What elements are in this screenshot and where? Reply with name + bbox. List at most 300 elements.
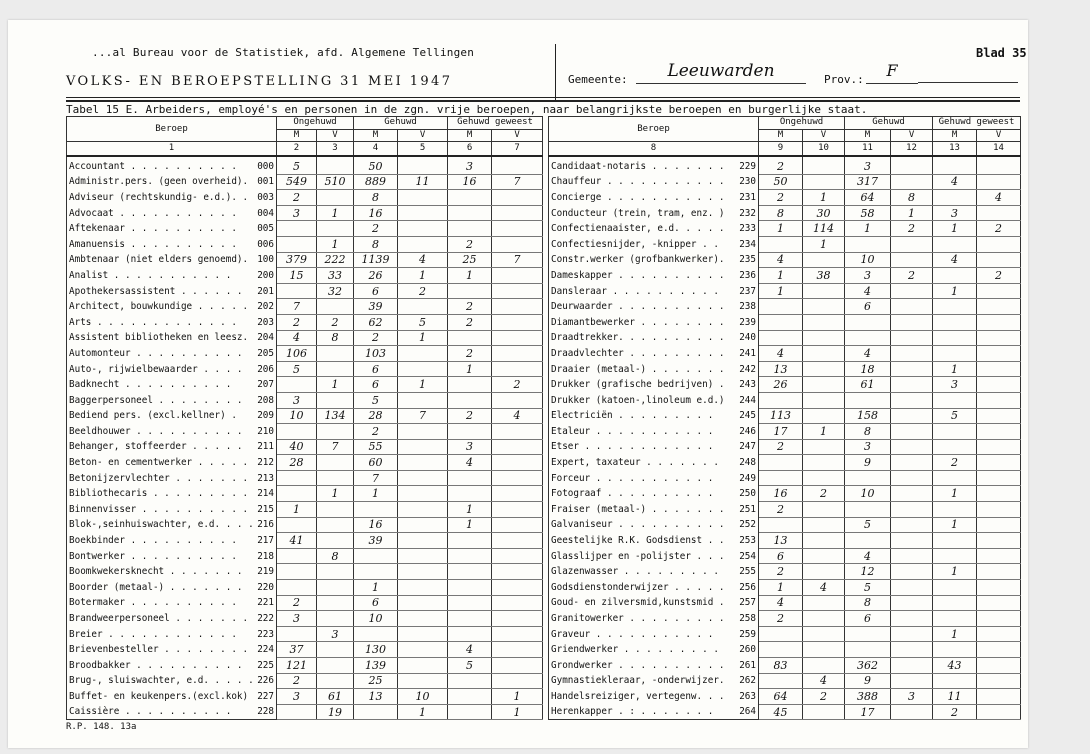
count-cell (803, 377, 845, 393)
table-row (67, 626, 543, 642)
occupation-cell (67, 361, 277, 377)
count-cell (398, 156, 448, 174)
count-cell (317, 455, 354, 471)
occupation-cell (67, 548, 277, 564)
occupation-code: 231 (739, 191, 756, 203)
count-cell (398, 626, 448, 642)
count-cell (759, 455, 803, 471)
col-v: V (803, 129, 845, 142)
occupation-label: Behanger, stoffeerder . . . . . (69, 441, 243, 453)
occupation-cell (549, 190, 759, 206)
count-cell: 64 (845, 190, 891, 206)
occupation-cell (67, 346, 277, 362)
count-cell: 2 (759, 439, 803, 455)
table-row (549, 689, 1021, 705)
table-row (549, 673, 1021, 689)
count-cell (448, 595, 492, 611)
table-row (549, 299, 1021, 315)
occupation-cell (549, 673, 759, 689)
count-cell (891, 704, 933, 720)
count-cell (398, 642, 448, 658)
count-cell: 4 (448, 455, 492, 471)
count-cell (891, 564, 933, 580)
count-cell: 8 (759, 205, 803, 221)
count-cell (803, 517, 845, 533)
count-cell: 1 (317, 377, 354, 393)
occupation-label: Drukker (grafische bedrijven) . (551, 379, 725, 391)
count-cell (398, 221, 448, 237)
count-cell (492, 205, 543, 221)
count-cell: 1 (317, 236, 354, 252)
count-cell: 5 (354, 392, 398, 408)
count-cell: 8 (845, 595, 891, 611)
count-cell: 1 (492, 704, 543, 720)
occupation-code: 245 (739, 410, 756, 422)
occupation-code: 214 (257, 488, 274, 500)
count-cell: 43 (933, 658, 977, 674)
count-cell (317, 642, 354, 658)
count-cell: 2 (803, 689, 845, 705)
count-cell (891, 424, 933, 440)
occupation-code: 222 (257, 613, 274, 625)
count-cell: 9 (845, 673, 891, 689)
count-cell: 16 (448, 174, 492, 190)
count-cell: 1 (759, 580, 803, 596)
count-cell (803, 346, 845, 362)
count-cell (891, 314, 933, 330)
count-cell: 1 (933, 626, 977, 642)
count-cell (277, 470, 317, 486)
count-cell (933, 470, 977, 486)
count-cell: 6 (845, 611, 891, 627)
col-number: 10 (803, 142, 845, 157)
count-cell (492, 330, 543, 346)
occupation-code: 240 (739, 332, 756, 344)
col-ongehuwd-header: Ongehuwd (759, 117, 845, 130)
count-cell (803, 439, 845, 455)
occupation-code: 237 (739, 285, 756, 297)
col-number: 5 (398, 142, 448, 157)
count-cell: 10 (845, 486, 891, 502)
count-cell (492, 236, 543, 252)
count-cell: 6 (759, 548, 803, 564)
occupation-cell (67, 564, 277, 580)
table-row (67, 580, 543, 596)
count-cell: 6 (354, 361, 398, 377)
count-cell (759, 673, 803, 689)
count-cell (277, 221, 317, 237)
col-number: 4 (354, 142, 398, 157)
count-cell (977, 658, 1021, 674)
col-beroep-header: Beroep (67, 117, 277, 142)
occupation-label: Bibliothecaris . . . . . . . . . (69, 488, 249, 500)
count-cell (759, 517, 803, 533)
count-cell: 16 (759, 486, 803, 502)
count-cell (891, 330, 933, 346)
count-cell: 1 (448, 268, 492, 284)
occupation-cell (67, 268, 277, 284)
count-cell: 1 (933, 361, 977, 377)
count-cell (759, 392, 803, 408)
count-cell: 134 (317, 408, 354, 424)
count-cell (977, 346, 1021, 362)
occupation-label: Blok-,seinhuiswachter, e.d. . . . (69, 519, 254, 531)
count-cell (933, 439, 977, 455)
count-cell (977, 642, 1021, 658)
count-cell: 7 (398, 408, 448, 424)
count-cell (891, 486, 933, 502)
occupation-label: Draadvlechter . . . . . . . . . (551, 347, 725, 359)
occupation-cell (67, 595, 277, 611)
count-cell (492, 533, 543, 549)
count-cell (977, 580, 1021, 596)
col-number: 6 (448, 142, 492, 157)
count-cell: 103 (354, 346, 398, 362)
occupation-code: 220 (257, 581, 274, 593)
count-cell (448, 377, 492, 393)
prov-value: F (866, 61, 918, 84)
count-cell: 19 (317, 704, 354, 720)
occupation-code: 211 (257, 441, 274, 453)
count-cell: 7 (492, 252, 543, 268)
occupation-cell (549, 268, 759, 284)
count-cell: 1 (845, 221, 891, 237)
count-cell: 1 (492, 689, 543, 705)
occupation-cell (549, 533, 759, 549)
table-row (549, 424, 1021, 440)
count-cell (492, 626, 543, 642)
count-cell (492, 314, 543, 330)
occupation-code: 000 (257, 161, 274, 173)
count-cell (277, 486, 317, 502)
count-cell (803, 626, 845, 642)
occupation-cell (549, 314, 759, 330)
count-cell: 2 (354, 330, 398, 346)
occupation-cell (549, 470, 759, 486)
count-cell (803, 156, 845, 174)
occupation-code: 253 (739, 535, 756, 547)
col-number: 11 (845, 142, 891, 157)
count-cell (891, 156, 933, 174)
count-cell (492, 392, 543, 408)
occupation-label: Expert, taxateur . . . . . . . (551, 457, 719, 469)
count-cell: 10 (277, 408, 317, 424)
count-cell: 8 (845, 424, 891, 440)
occupation-label: Etaleur . . . . . . . . . . . (551, 425, 714, 437)
occupation-label: Goud- en zilversmid,kunstsmid . (551, 597, 725, 609)
count-cell: 2 (759, 564, 803, 580)
occupation-code: 003 (257, 191, 274, 203)
col-beroep-header: Beroep (549, 117, 759, 142)
count-cell (845, 626, 891, 642)
table-row (549, 392, 1021, 408)
prov-label: Prov.: (824, 73, 864, 86)
occupation-label: Bontwerker . . . . . . . . . . (69, 550, 237, 562)
occupation-label: Handelsreiziger, vertegenw. . . (551, 690, 725, 702)
count-cell: 3 (845, 439, 891, 455)
occupation-label: Caissière . . . . . . . . . . (69, 706, 232, 718)
count-cell (759, 314, 803, 330)
count-cell: 13 (759, 361, 803, 377)
count-cell: 4 (492, 408, 543, 424)
col-v: V (977, 129, 1021, 142)
table-row (67, 314, 543, 330)
count-cell: 510 (317, 174, 354, 190)
table-row (67, 517, 543, 533)
count-cell (492, 156, 543, 174)
occupation-code: 226 (257, 675, 274, 687)
occupation-code: 216 (257, 519, 274, 531)
table-row (67, 658, 543, 674)
count-cell: 6 (845, 299, 891, 315)
count-cell (398, 236, 448, 252)
count-cell: 17 (845, 704, 891, 720)
count-cell (354, 548, 398, 564)
occupation-label: Forceur . . . . . . . . . . . (551, 472, 714, 484)
count-cell (891, 502, 933, 518)
count-cell (277, 517, 317, 533)
occupation-label: Beton- en cementwerker . . . . . (69, 457, 249, 469)
count-cell (845, 392, 891, 408)
count-cell: 12 (845, 564, 891, 580)
count-cell (317, 392, 354, 408)
count-cell: 114 (803, 221, 845, 237)
count-cell: 1 (398, 268, 448, 284)
table-title: Tabel 15 E. Arbeiders, employé's en personen in de zgn. vrije beroepen, naar belangrijkste beroepen en burgerlijke staat. (66, 103, 868, 116)
count-cell (977, 704, 1021, 720)
count-cell (803, 455, 845, 471)
count-cell: 39 (354, 299, 398, 315)
occupation-label: Glasslijper en -polijster . . . (551, 550, 725, 562)
count-cell (933, 580, 977, 596)
occupation-label: Botermaker . . . . . . . . . . (69, 597, 237, 609)
occupation-cell (549, 252, 759, 268)
count-cell (759, 470, 803, 486)
count-cell: 2 (492, 377, 543, 393)
occupation-code: 243 (739, 379, 756, 391)
count-cell: 64 (759, 689, 803, 705)
count-cell: 1 (398, 377, 448, 393)
count-cell (492, 517, 543, 533)
count-cell: 83 (759, 658, 803, 674)
count-cell (398, 502, 448, 518)
occupation-label: Aftekenaar . . . . . . . . . . (69, 223, 237, 235)
table-row (549, 221, 1021, 237)
col-number: 14 (977, 142, 1021, 157)
count-cell: 4 (933, 252, 977, 268)
count-cell (492, 470, 543, 486)
occupation-code: 262 (739, 675, 756, 687)
count-cell: 1 (317, 486, 354, 502)
occupation-label: Badknecht . . . . . . . . . . (69, 379, 232, 391)
count-cell (398, 361, 448, 377)
count-cell (803, 392, 845, 408)
count-cell: 1 (803, 236, 845, 252)
count-cell: 2 (891, 221, 933, 237)
count-cell (891, 626, 933, 642)
occupation-cell (549, 439, 759, 455)
col-v: V (317, 129, 354, 142)
count-cell (891, 174, 933, 190)
occupation-code: 229 (739, 161, 756, 173)
occupation-label: Bediend pers. (excl.kellner) . (69, 410, 237, 422)
count-cell (277, 283, 317, 299)
table-row (67, 564, 543, 580)
count-cell: 549 (277, 174, 317, 190)
count-cell (448, 190, 492, 206)
count-cell: 38 (803, 268, 845, 284)
occupation-label: Buffet- en keukenpers.(excl.kok) (69, 690, 249, 702)
count-cell: 26 (759, 377, 803, 393)
count-cell: 7 (317, 439, 354, 455)
occupation-label: Granitowerker . . . . . . . . . (551, 613, 725, 625)
occupation-code: 258 (739, 613, 756, 625)
occupation-cell (67, 221, 277, 237)
occupation-cell (67, 156, 277, 174)
count-cell (492, 221, 543, 237)
count-cell (492, 658, 543, 674)
count-cell (398, 205, 448, 221)
table-row (549, 268, 1021, 284)
occupation-label: Betonijzervlechter . . . . . . . (69, 472, 249, 484)
count-cell (803, 658, 845, 674)
count-cell (398, 548, 448, 564)
count-cell (398, 346, 448, 362)
count-cell: 1 (803, 190, 845, 206)
col-v: V (398, 129, 448, 142)
count-cell: 1 (933, 564, 977, 580)
table-row (67, 236, 543, 252)
occupation-cell (549, 626, 759, 642)
occupation-label: Dansleraar . . . . . . . . . . (551, 285, 719, 297)
count-cell (845, 314, 891, 330)
table-row (67, 299, 543, 315)
count-cell (977, 314, 1021, 330)
count-cell (803, 502, 845, 518)
count-cell (398, 673, 448, 689)
table-row (67, 377, 543, 393)
occupation-cell (67, 486, 277, 502)
occupation-code: 223 (257, 628, 274, 640)
count-cell: 2 (277, 595, 317, 611)
table-row (549, 361, 1021, 377)
count-cell (933, 392, 977, 408)
count-cell: 5 (277, 361, 317, 377)
count-cell (891, 673, 933, 689)
occupation-cell (549, 455, 759, 471)
count-cell (317, 470, 354, 486)
count-cell: 28 (354, 408, 398, 424)
occupation-code: 001 (257, 176, 274, 188)
count-cell (891, 252, 933, 268)
count-cell (803, 564, 845, 580)
occupation-label: Accountant . . . . . . . . . . (69, 161, 237, 173)
count-cell (448, 330, 492, 346)
count-cell: 41 (277, 533, 317, 549)
occupation-code: 212 (257, 457, 274, 469)
count-cell (891, 236, 933, 252)
table-row (67, 455, 543, 471)
count-cell (448, 673, 492, 689)
count-cell: 2 (803, 486, 845, 502)
count-cell: 1139 (354, 252, 398, 268)
occupation-code: 215 (257, 503, 274, 515)
occupation-cell (67, 283, 277, 299)
table-row (549, 330, 1021, 346)
count-cell: 388 (845, 689, 891, 705)
occupation-label: Constr.werker (grofbankwerker). (551, 254, 725, 266)
form-code: R.P. 148. 13a (66, 722, 137, 732)
occupation-cell (549, 377, 759, 393)
count-cell (492, 190, 543, 206)
count-cell (803, 533, 845, 549)
occupation-cell (549, 156, 759, 174)
count-cell: 13 (354, 689, 398, 705)
count-cell (891, 408, 933, 424)
occupation-label: Breier . . . . . . . . . . . . (69, 628, 237, 640)
count-cell (492, 502, 543, 518)
count-cell: 1 (317, 205, 354, 221)
count-cell (398, 486, 448, 502)
count-cell (933, 595, 977, 611)
count-cell (448, 704, 492, 720)
occupation-code: 224 (257, 644, 274, 656)
count-cell (977, 564, 1021, 580)
count-cell (933, 502, 977, 518)
count-cell (398, 190, 448, 206)
table-row (67, 673, 543, 689)
occupation-cell (549, 658, 759, 674)
count-cell (933, 330, 977, 346)
count-cell (977, 174, 1021, 190)
count-cell (977, 424, 1021, 440)
col-gehuwd-geweest-header: Gehuwd geweest (448, 117, 543, 130)
occupation-cell (67, 611, 277, 627)
count-cell: 61 (845, 377, 891, 393)
count-cell (933, 236, 977, 252)
count-cell: 16 (354, 205, 398, 221)
count-cell: 2 (977, 268, 1021, 284)
count-cell (891, 283, 933, 299)
occupation-code: 221 (257, 597, 274, 609)
count-cell (448, 564, 492, 580)
table-row (67, 502, 543, 518)
count-cell (933, 611, 977, 627)
count-cell (448, 533, 492, 549)
count-cell: 4 (845, 346, 891, 362)
occupation-code: 100 (257, 254, 274, 266)
occupation-code: 217 (257, 535, 274, 547)
count-cell: 121 (277, 658, 317, 674)
count-cell: 7 (277, 299, 317, 315)
count-cell (891, 470, 933, 486)
count-cell: 4 (845, 283, 891, 299)
count-cell: 2 (354, 424, 398, 440)
count-cell (977, 548, 1021, 564)
occupation-label: Draaier (metaal-) . . . . . . . (551, 363, 725, 375)
count-cell: 2 (448, 314, 492, 330)
count-cell: 1 (277, 502, 317, 518)
occupation-code: 210 (257, 425, 274, 437)
count-cell (759, 299, 803, 315)
count-cell: 6 (354, 377, 398, 393)
count-cell (277, 564, 317, 580)
count-cell: 11 (398, 174, 448, 190)
col-gehuwd-header: Gehuwd (845, 117, 933, 130)
count-cell: 106 (277, 346, 317, 362)
occupation-label: Brievenbesteller . . . . . . . . (69, 644, 249, 656)
occupation-cell (549, 548, 759, 564)
